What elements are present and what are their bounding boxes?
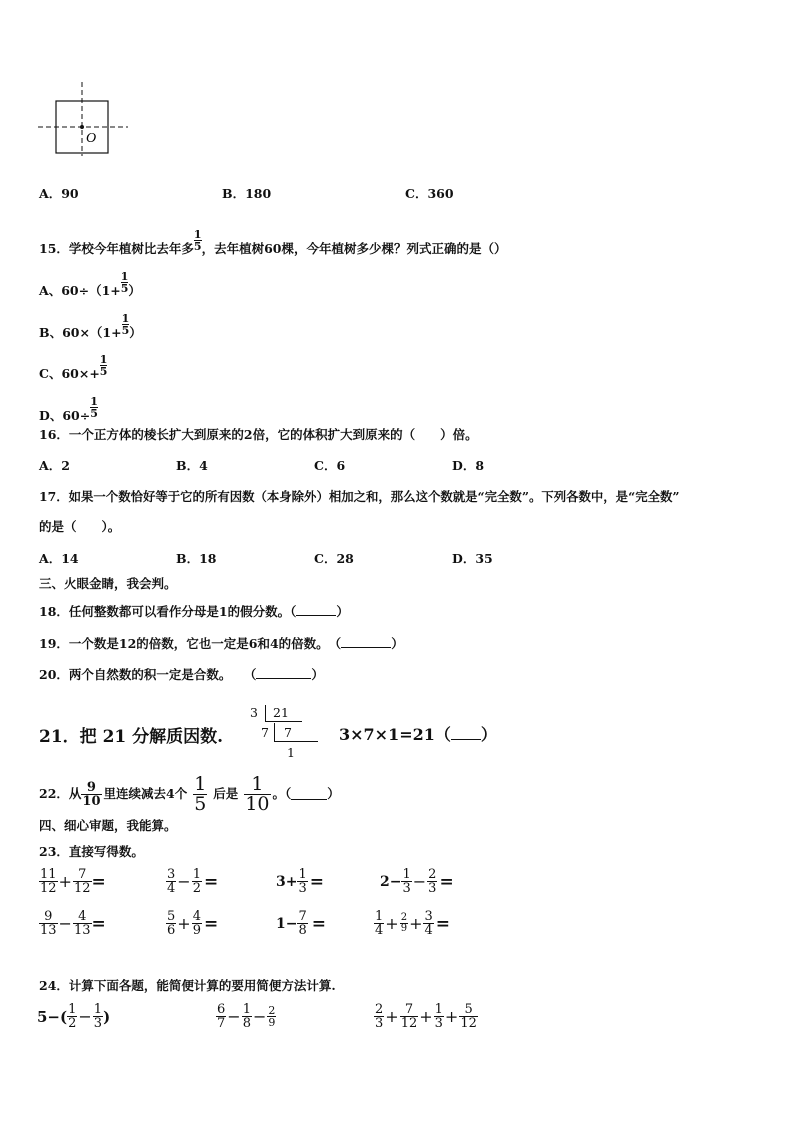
q17-question-line1: 17．如果一个数恰好等于它的所有因数（本身除外）相加之和，那么这个数就是“完全数”。下列各数中，是“完全数” bbox=[39, 489, 680, 504]
q17-option-b: B．18 bbox=[176, 551, 217, 566]
q15-fraction: $\frac{1}{5}$ bbox=[193, 228, 202, 253]
q17-option-a: A．14 bbox=[39, 551, 79, 566]
q16-option-b: B．4 bbox=[176, 458, 208, 473]
q20-answer-blank[interactable] bbox=[256, 668, 311, 679]
q22-statement: 22．从 $\frac{9}{10}$ 里连续减去4个 $\frac{1}{5}$ 后是 $\frac{1}{10}$ 。（ ） bbox=[39, 773, 340, 815]
q21-prefix: 21．把 21 分解质因数. bbox=[39, 727, 224, 747]
q20-statement: 20．两个自然数的积一定是合数。 （ ） bbox=[39, 667, 324, 682]
q16-option-a: A．2 bbox=[39, 458, 70, 473]
square-rotation-figure bbox=[36, 82, 128, 158]
q14-option-a: A．90 bbox=[39, 186, 79, 201]
q14-option-c: C．360 bbox=[405, 186, 454, 201]
q23-exercise-1: $\frac{11}{12}$ + $\frac{7}{12}$ = bbox=[40, 867, 106, 896]
q23-exercise-3: 3+ $\frac{1}{3}$ = bbox=[276, 867, 325, 896]
q22-answer-blank[interactable] bbox=[291, 789, 327, 800]
q24-exercise-2: $\frac{6}{7}$ − $\frac{1}{8}$ − $\frac{2}{9}$ bbox=[217, 1002, 276, 1031]
q16-question: 16．一个正方体的棱长扩大到原来的2倍，它的体积扩大到原来的（ ）倍。 bbox=[39, 427, 478, 442]
q23-exercise-4: 2− $\frac{1}{3}$ − $\frac{2}{3}$ = bbox=[380, 867, 454, 896]
q15-option-a: A、60÷（1+ $\frac{1}{5}$ ） bbox=[39, 270, 141, 298]
q15-option-d: D、60÷ $\frac{1}{5}$ bbox=[39, 395, 98, 423]
section-4-heading: 四、细心审题，我能算。 bbox=[39, 818, 177, 833]
q21-expression: 3×7×1=21（ ） bbox=[339, 725, 497, 744]
center-point bbox=[80, 125, 84, 129]
q23-title: 23．直接写得数。 bbox=[39, 844, 144, 859]
q22-fraction-9-10: $\frac{9}{10}$ bbox=[82, 780, 101, 809]
q23-exercise-8: $\frac{1}{4}$ + $\frac{2}{9}$ + $\frac{3}{4}$ = bbox=[375, 909, 450, 938]
q17-question-line2: 的是（ ）。 bbox=[39, 519, 121, 534]
q19-answer-blank[interactable] bbox=[341, 637, 391, 648]
q23-exercise-7: 1− $\frac{7}{8}$ = bbox=[276, 909, 327, 938]
q14-option-b: B．180 bbox=[222, 186, 272, 201]
q18-statement: 18．任何整数都可以看作分母是1的假分数。（ ） bbox=[39, 604, 349, 619]
q24-exercise-3: $\frac{2}{3}$ + $\frac{7}{12}$ + $\frac{1}{3}$ + $\frac{5}{12}$ bbox=[375, 1002, 477, 1031]
q21-answer-blank[interactable] bbox=[451, 727, 481, 740]
q22-fraction-1-10: $\frac{1}{10}$ bbox=[245, 773, 270, 815]
q15-option-b: B、60×（1+ $\frac{1}{5}$ ） bbox=[39, 312, 142, 340]
q23-exercise-2: $\frac{3}{4}$ − $\frac{1}{2}$ = bbox=[167, 867, 219, 896]
q23-exercise-5: $\frac{9}{13}$ − $\frac{4}{13}$ = bbox=[40, 909, 106, 938]
q17-option-c: C．28 bbox=[314, 551, 354, 566]
q23-exercise-6: $\frac{5}{6}$ + $\frac{4}{9}$ = bbox=[167, 909, 219, 938]
q24-exercise-1: 5−( $\frac{1}{2}$ − $\frac{1}{3}$ ) bbox=[37, 1002, 111, 1031]
q21-short-division: 3 21 7 7 1 bbox=[250, 705, 322, 759]
q15-question: 15．学校今年植树比去年多 $\frac{1}{5}$ ，去年植树60棵，今年植树多少棵？列式正确的是（） bbox=[39, 228, 507, 256]
q19-statement: 19．一个数是12的倍数，它也一定是6和4的倍数。 （ ） bbox=[39, 636, 404, 651]
point-o-label: O bbox=[86, 131, 97, 146]
q24-title: 24．计算下面各题，能简便计算的要用简便方法计算. bbox=[39, 978, 336, 993]
q18-answer-blank[interactable] bbox=[296, 605, 336, 616]
q22-fraction-1-5: $\frac{1}{5}$ bbox=[194, 773, 207, 815]
q15-option-c: C、60×+ $\frac{1}{5}$ bbox=[39, 353, 108, 381]
section-3-heading: 三、火眼金睛，我会判。 bbox=[39, 576, 177, 591]
q17-option-d: D．35 bbox=[452, 551, 493, 566]
q16-option-c: C．6 bbox=[314, 458, 346, 473]
q16-option-d: D．8 bbox=[452, 458, 485, 473]
